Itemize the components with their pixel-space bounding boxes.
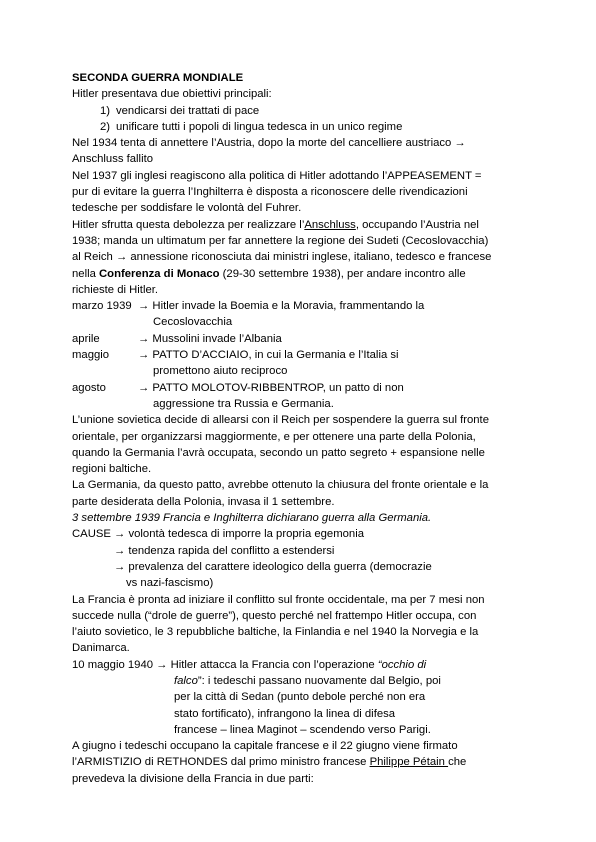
list-number: 2) (99, 120, 110, 133)
timeline-row (72, 331, 532, 347)
paragraph-line: per la città di Sedan (punto debole perché non era (174, 691, 426, 704)
italic-run: falco (174, 674, 198, 687)
timeline-row (72, 347, 532, 363)
cause-line: CAUSE → volontà tedesca di imporre la propria egemonia (72, 528, 364, 541)
text-run: che (448, 756, 467, 769)
paragraph-line (72, 217, 532, 233)
paragraph-line: pur di evitare la guerra l’Inghilterra è disposta a riconoscere delle rivendicazioni (72, 186, 468, 199)
list-item (72, 119, 532, 135)
document-title: SECONDA GUERRA MONDIALE (72, 72, 244, 84)
list-number: 1) (99, 104, 110, 117)
paragraph-line: succede nulla (“drole de guerre”), questo perché nel frattempo Hitler occupa, con (72, 609, 477, 622)
paragraph-line: Nel 1934 tenta di annettere l’Austria, dopo la morte del cancelliere austriaco → (72, 137, 466, 150)
paragraph-line: 1938; manda un ultimatum per far annettere la regione dei Sudeti (Cecoslovacchia) (72, 234, 489, 247)
timeline-label: agosto (72, 381, 106, 394)
anschluss-underlined: Anschluss (304, 218, 356, 231)
text-run: Hitler sfrutta questa debolezza per realizzare l’ (72, 218, 305, 231)
timeline-row (72, 298, 532, 314)
document-page (72, 70, 532, 787)
italic-run: “occhio di (377, 658, 427, 671)
paragraph-line (72, 657, 532, 673)
timeline-continuation: aggressione tra Russia e Germania. (153, 397, 334, 410)
list-item (72, 103, 532, 119)
text-run: ”: i tedeschi passano nuovamente dal Belgio, poi (197, 674, 441, 687)
timeline-label: aprile (72, 332, 100, 345)
paragraph-line: La Germania, da questo patto, avrebbe ottenuto la chiusura del fronte orientale e la (72, 479, 489, 492)
paragraph-line: Nel 1937 gli inglesi reagiscono alla politica di Hitler adottando l’APPEASEMENT = (72, 169, 482, 182)
paragraph-line: orientale, per organizzarsi maggiormente, e per ottenere una parte della Polonia, (72, 430, 476, 443)
paragraph-line: tedesche per soddisfare le volontà del Fuhrer. (72, 202, 302, 215)
paragraph-line: regioni baltiche. (72, 463, 152, 476)
paragraph-line: Danimarca. (72, 642, 130, 655)
timeline-text: → PATTO D’ACCIAIO, in cui la Germania e l’Italia si (138, 349, 399, 362)
text-run: , occupando l’Austria nel (355, 218, 479, 231)
text-run: l’ARMISTIZIO di RETHONDES dal primo ministro francese (72, 756, 370, 769)
cause-line: → prevalenza del carattere ideologico della guerra (democrazie (114, 560, 432, 573)
paragraph-line: prevedeva la divisione della Francia in due parti: (72, 772, 314, 785)
paragraph-line: francese – linea Maginot – scendendo verso Parigi. (174, 723, 431, 736)
text-run: nella (72, 267, 100, 280)
text-run: 10 maggio 1940 → Hitler attacca la Francia con l’operazione (72, 658, 378, 671)
paragraph-line: L’unione sovietica decide di allearsi con il Reich per sospendere la guerra sul fronte (72, 414, 489, 427)
paragraph-line: al Reich → annessione riconosciuta dai ministri inglese, italiano, tedesco e francese (72, 251, 492, 264)
timeline-label: marzo 1939 (72, 300, 132, 313)
paragraph-line (72, 266, 532, 282)
paragraph-line: quando la Germania l’avrà occupata, secondo un patto segreto + espansione nelle (72, 446, 485, 459)
paragraph-line: A giugno i tedeschi occupano la capitale francese e il 22 giugno viene firmato (72, 740, 458, 753)
paragraph-line (72, 754, 532, 770)
timeline-text: → Mussolini invade l’Albania (138, 332, 282, 345)
timeline-continuation: promettono aiuto reciproco (153, 365, 288, 378)
timeline-text: → PATTO MOLOTOV-RIBBENTROP, un patto di non (138, 381, 404, 394)
timeline-text: → Hitler invade la Boemia e la Moravia, frammentando la (138, 300, 425, 313)
intro-line: Hitler presentava due obiettivi principali: (72, 88, 272, 101)
list-text: unificare tutti i popoli di lingua tedesca in un unico regime (116, 120, 403, 133)
paragraph-line: l’aiuto sovietico, le 3 repubbliche baltiche, la Finlandia e nel 1940 la Norvegia e la (72, 626, 479, 639)
paragraph-line: parte desiderata della Polonia, invasa il 1 settembre. (72, 495, 335, 508)
paragraph-line (72, 673, 532, 689)
conferenza-bold: Conferenza di Monaco (99, 267, 220, 280)
timeline-continuation: Cecoslovacchia (153, 316, 233, 329)
paragraph-line: Anschluss fallito (72, 153, 153, 166)
paragraph-line: richieste di Hitler. (72, 283, 159, 296)
timeline-label: maggio (72, 349, 110, 362)
petain-underlined: Philippe Pétain (369, 756, 449, 769)
paragraph-line: stato fortificato), infrangono la linea di difesa (174, 707, 396, 720)
timeline-row (72, 380, 532, 396)
list-text: vendicarsi dei trattati di pace (116, 104, 260, 117)
italic-date-line: 3 settembre 1939 Francia e Inghilterra dichiarano guerra alla Germania. (72, 512, 432, 525)
cause-line: vs nazi-fascismo) (126, 577, 214, 590)
cause-line: → tendenza rapida del conflitto a estendersi (114, 544, 335, 557)
paragraph-line: La Francia è pronta ad iniziare il conflitto sul fronte occidentale, ma per 7 mesi non (72, 593, 485, 606)
text-run: (29-30 settembre 1938), per andare incontro alle (219, 267, 466, 280)
